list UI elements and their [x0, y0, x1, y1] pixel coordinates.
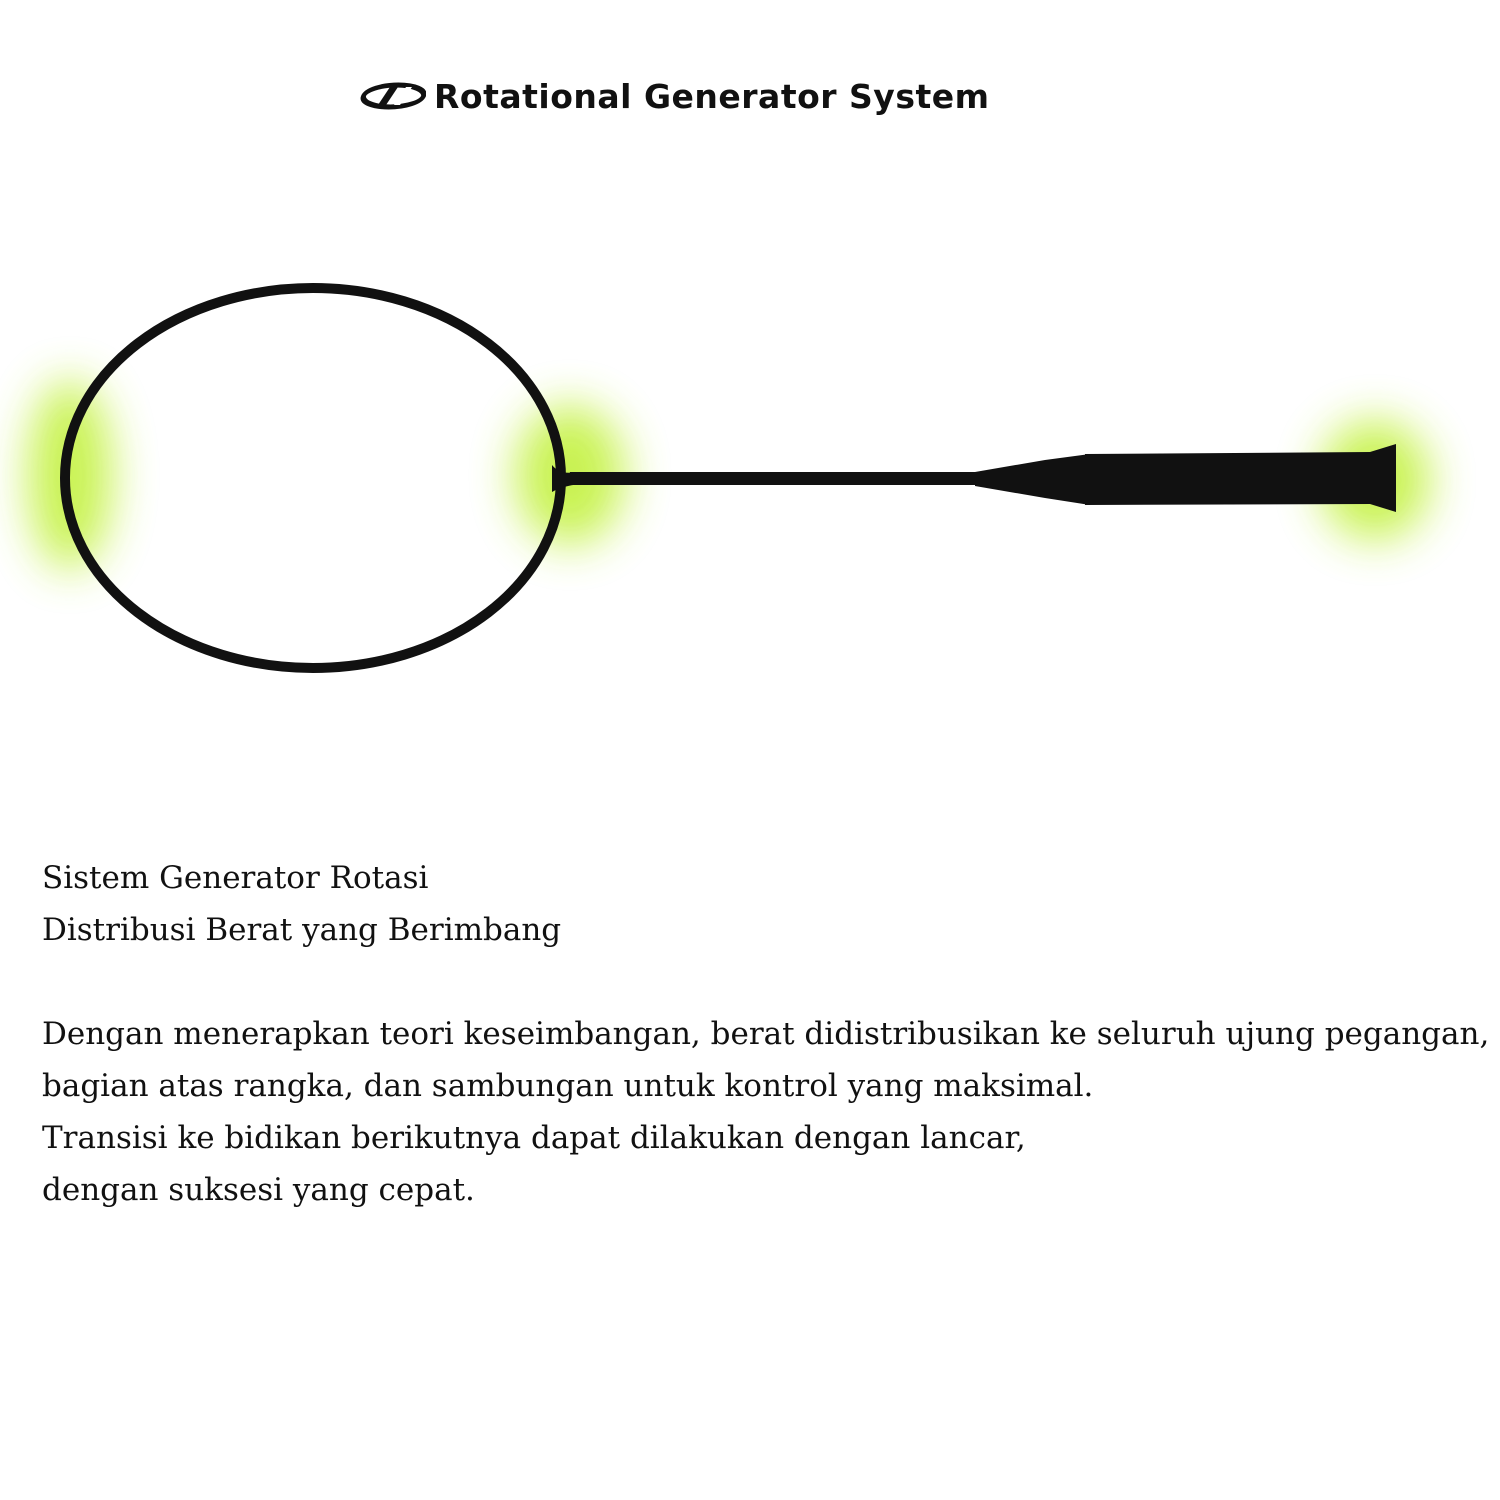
racket-grip — [1085, 444, 1396, 512]
racket-shaft — [570, 472, 980, 485]
racket-head — [65, 288, 561, 668]
badminton-racket-icon — [0, 250, 1500, 710]
description — [42, 852, 1490, 1216]
paragraph-spacer — [42, 956, 1482, 1008]
body-line: Transisi ke bidikan berikutnya dapat dilakukan dengan lancar, — [42, 1120, 1026, 1156]
body-line: dengan suksesi yang cepat. — [42, 1172, 475, 1208]
body-line: Dengan menerapkan teori keseimbangan, berat didistribusikan ke seluruh ujung pegangan, — [42, 1016, 1490, 1052]
feature-title: Sistem Generator Rotasi — [42, 860, 429, 896]
feature-subtitle: Distribusi Berat yang Berimbang — [42, 912, 562, 948]
rgs-logo-icon — [360, 81, 426, 111]
header — [360, 72, 1150, 120]
body-line: bagian atas rangka, dan sambungan untuk kontrol yang maksimal. — [42, 1068, 1094, 1104]
racket-taper — [975, 454, 1090, 505]
header-title: Rotational Generator System — [434, 76, 990, 116]
